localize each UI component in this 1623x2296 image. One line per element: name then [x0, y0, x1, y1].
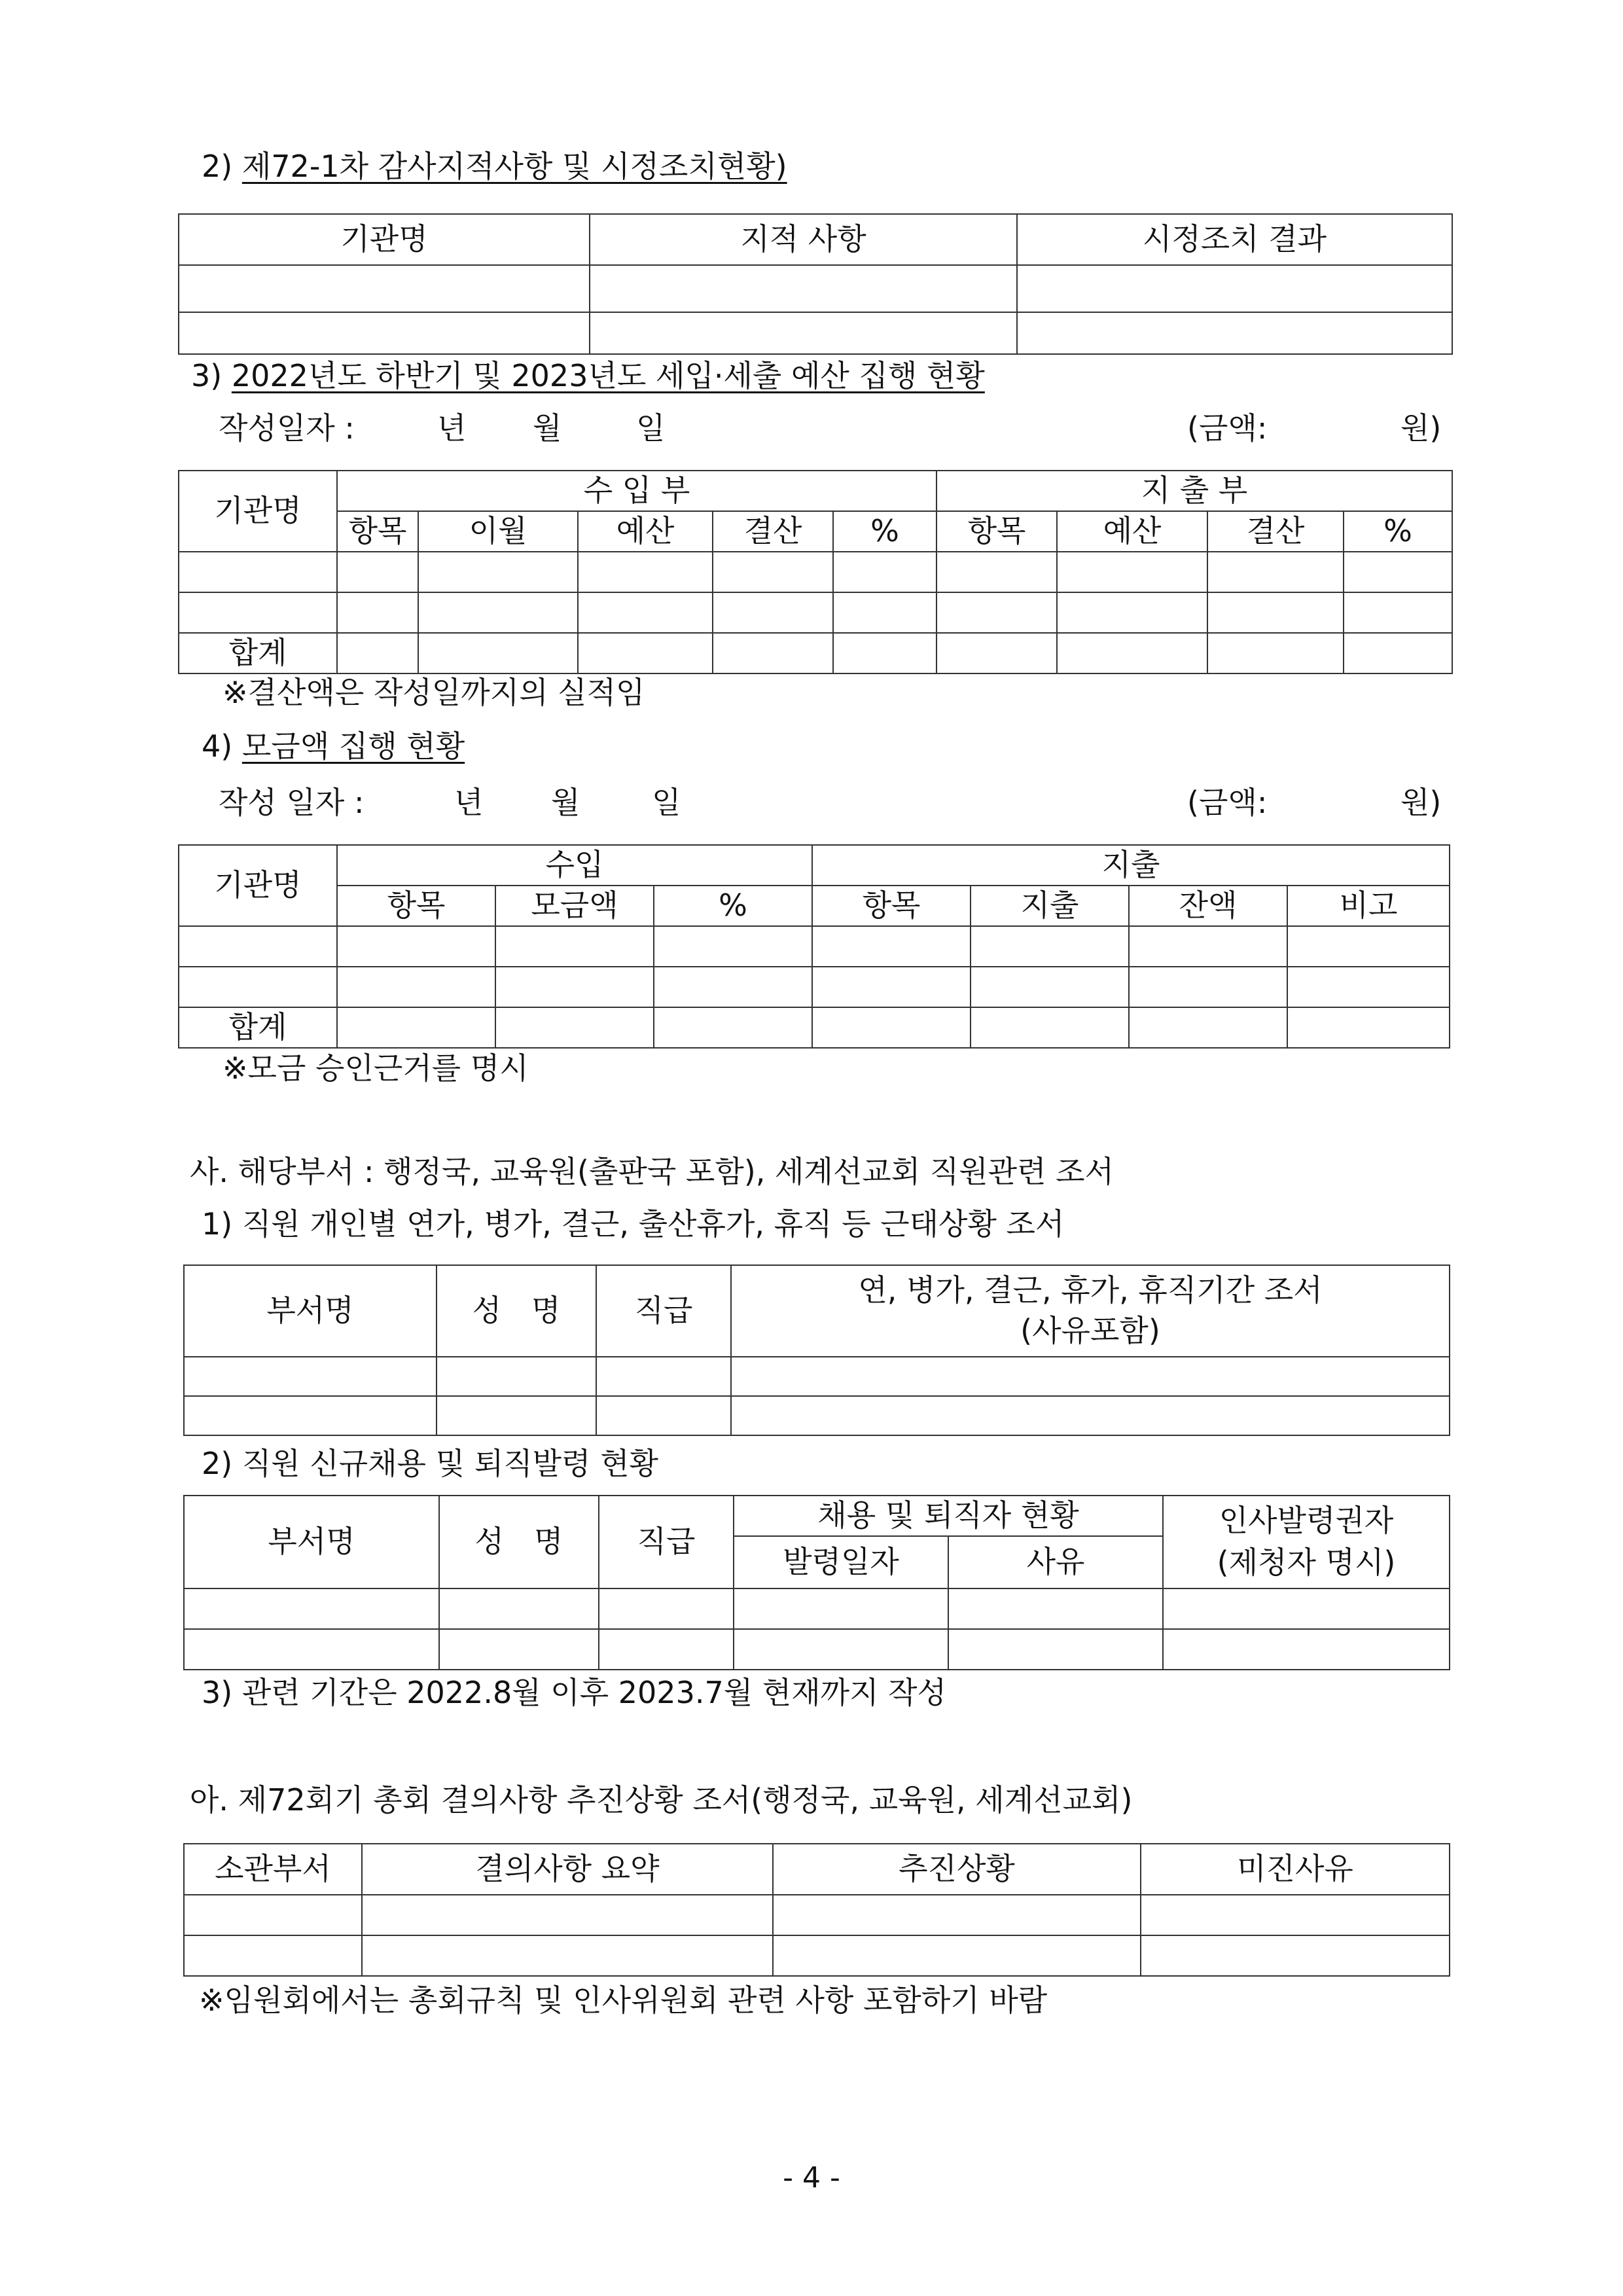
col-header-date: 발령일자 [734, 1536, 948, 1588]
section-3-won: 원) [1400, 410, 1442, 446]
section-ah-note: ※임원회에서는 총회규칙 및 인사위원회 관련 사항 포함하기 바람 [199, 1982, 1048, 2018]
table-row [179, 967, 1450, 1007]
income-col-item: 항목 [337, 886, 495, 926]
income-group-header: 수 입 부 [337, 471, 936, 511]
resolution-progress-table [183, 1843, 1450, 1977]
table-row [184, 1895, 1450, 1935]
section-sa-heading: 사. 해당부서 : 행정국, 교육원(출판국 포함), 세계선교회 직원관련 조서 [190, 1154, 1115, 1189]
income-col-percent: % [833, 511, 936, 552]
col-header-rank: 직급 [596, 1265, 731, 1357]
income-col-percent: % [654, 886, 812, 926]
attendance-table [183, 1265, 1450, 1436]
section-sa-item-2: 2) 직원 신규채용 및 퇴직발령 현황 [202, 1446, 658, 1481]
expense-col-settlement: 결산 [1207, 511, 1344, 552]
section-sa-item-3: 3) 관련 기간은 2022.8월 이후 2023.7월 현재까지 작성 [202, 1675, 947, 1710]
table-row [179, 926, 1450, 967]
col-header-summary: 결의사항 요약 [362, 1844, 773, 1895]
fundraising-table [178, 844, 1450, 1049]
section-3-title-text: 2022년도 하반기 및 2023년도 세입·세출 예산 집행 현황 [231, 358, 985, 393]
expense-col-percent: % [1344, 511, 1452, 552]
table-row [179, 265, 1452, 312]
income-col-item: 항목 [337, 511, 418, 552]
table-row [179, 312, 1452, 354]
col-header-hiring-group: 채용 및 퇴직자 현황 [734, 1496, 1163, 1536]
table-row [184, 1935, 1450, 1976]
section-3-month: 월 [533, 410, 562, 446]
col-header-org: 기관명 [179, 214, 590, 265]
total-label: 합계 [179, 633, 337, 673]
col-header-reason: 사유 [948, 1536, 1163, 1588]
section-2-title [202, 148, 787, 185]
col-header-authority [1163, 1496, 1450, 1588]
col-header-authority-line2: (제청자 명시) [1217, 1545, 1396, 1580]
section-3-number: 3) [191, 358, 223, 393]
section-sa-item-1: 1) 직원 개인별 연가, 병가, 결근, 출산휴가, 휴직 등 근태상황 조서 [202, 1206, 1065, 1242]
section-ah-heading: 아. 제72회기 총회 결의사항 추진상황 조서(행정국, 교육원, 세계선교회) [190, 1782, 1133, 1818]
table-row [184, 1629, 1450, 1670]
expense-col-remarks: 비고 [1287, 886, 1450, 926]
col-header-name: 성 명 [437, 1265, 596, 1357]
section-4-note: ※모금 승인근거를 명시 [223, 1050, 529, 1086]
section-3-date-label: 작성일자 : [219, 410, 355, 446]
col-header-department: 소관부서 [184, 1844, 362, 1895]
total-row [179, 1007, 1450, 1048]
section-4-amount-label: (금액: [1187, 785, 1268, 820]
table-row [179, 592, 1452, 633]
section-4-day: 일 [652, 785, 681, 820]
expense-group-header: 지출 [812, 845, 1450, 886]
section-4-title [202, 728, 465, 764]
audit-findings-table [178, 213, 1453, 355]
hiring-retirement-table [183, 1495, 1450, 1670]
org-header: 기관명 [179, 471, 337, 552]
col-header-leave [731, 1265, 1450, 1357]
expense-col-item: 항목 [812, 886, 971, 926]
section-4-number: 4) [202, 728, 233, 764]
section-4-month: 월 [551, 785, 580, 820]
section-4-title-text: 모금액 집행 현황 [241, 728, 465, 764]
page-number: - 4 - [783, 2161, 840, 2195]
col-header-leave-line1: 연, 병가, 결근, 휴가, 휴직기간 조서 [858, 1272, 1323, 1308]
col-header-dept: 부서명 [184, 1265, 437, 1357]
section-3-title [191, 357, 985, 394]
section-4-date-label: 작성 일자 : [219, 785, 365, 820]
expense-col-balance: 잔액 [1129, 886, 1287, 926]
income-col-budget: 예산 [578, 511, 713, 552]
section-2-title-text: 제72-1차 감사지적사항 및 시정조치현황) [241, 149, 787, 184]
income-col-amount: 모금액 [495, 886, 654, 926]
section-4-won: 원) [1400, 785, 1442, 820]
col-header-progress: 추진상황 [773, 1844, 1141, 1895]
table-row [184, 1396, 1450, 1435]
section-3-day: 일 [636, 410, 666, 446]
income-col-settlement: 결산 [713, 511, 833, 552]
section-3-year: 년 [437, 410, 467, 446]
expense-col-spent: 지출 [971, 886, 1129, 926]
budget-execution-table [178, 470, 1453, 674]
table-row [184, 1357, 1450, 1396]
col-header-reason: 미진사유 [1141, 1844, 1450, 1895]
col-header-dept: 부서명 [184, 1496, 439, 1588]
expense-col-budget: 예산 [1057, 511, 1207, 552]
total-row [179, 633, 1452, 673]
col-header-authority-line1: 인사발령권자 [1219, 1503, 1394, 1539]
income-group-header: 수입 [337, 845, 812, 886]
expense-col-item: 항목 [936, 511, 1057, 552]
expense-group-header: 지 출 부 [936, 471, 1452, 511]
col-header-name: 성 명 [439, 1496, 599, 1588]
col-header-rank: 직급 [599, 1496, 734, 1588]
income-col-carryover: 이월 [418, 511, 578, 552]
section-4-year: 년 [454, 785, 484, 820]
org-header: 기관명 [179, 845, 337, 926]
table-row [179, 552, 1452, 592]
col-header-finding: 지적 사항 [590, 214, 1017, 265]
table-row [184, 1588, 1450, 1629]
col-header-correction: 시정조치 결과 [1017, 214, 1452, 265]
section-3-amount-label: (금액: [1187, 410, 1268, 446]
total-label: 합계 [179, 1007, 337, 1048]
section-3-note: ※결산액은 작성일까지의 실적임 [223, 675, 645, 710]
section-2-number: 2) [202, 149, 233, 184]
col-header-leave-line2: (사유포함) [1020, 1313, 1160, 1348]
